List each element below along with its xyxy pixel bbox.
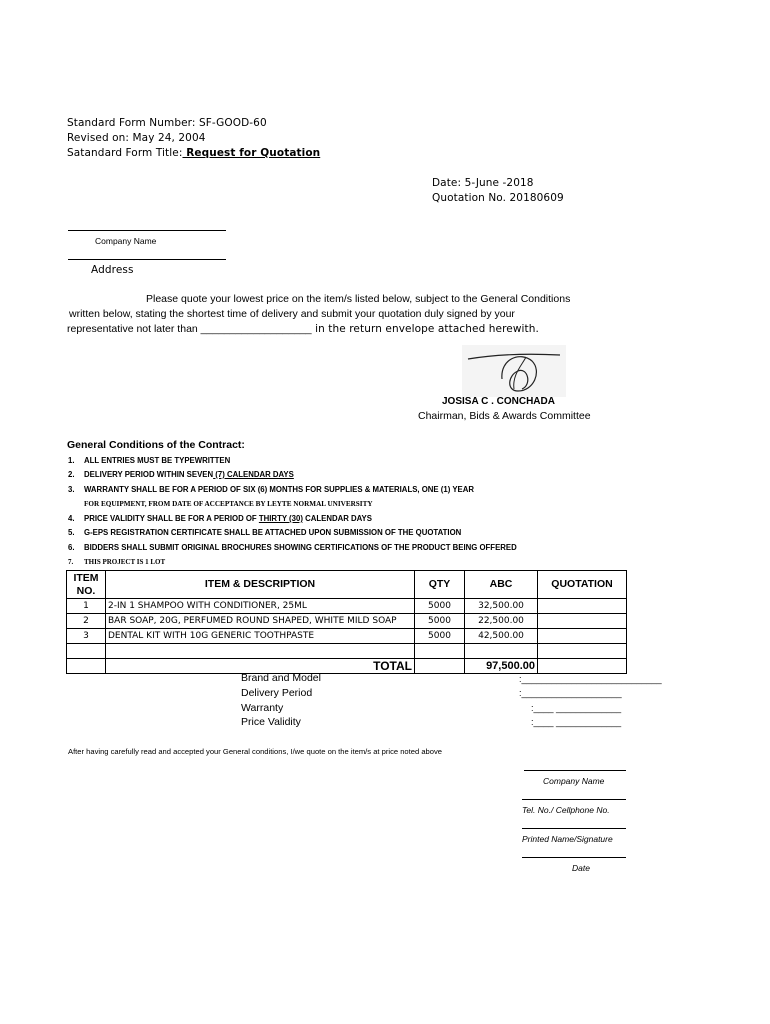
empty-cell [67,644,106,659]
condition-text: DELIVERY PERIOD WITHIN SEVEN [84,470,214,479]
table-header-row [67,571,627,599]
row-abc: 32,500.00 [465,599,538,614]
condition-6 [68,543,517,552]
header-item-no: ITEM NO. [67,571,106,599]
condition-1 [68,456,230,465]
condition-num: 7. [68,558,74,566]
row-abc: 42,500.00 [465,629,538,644]
price-validity-field[interactable]: :____ _____________ [531,717,622,727]
deadline-blank: ___________________ [200,323,312,335]
row-description: BAR SOAP, 20G, PERFUMED ROUND SHAPED, WHITE MILD SOAP [106,614,415,629]
row-description: 2-IN 1 SHAMPOO WITH CONDITIONER, 25ML [106,599,415,614]
row-no: 3 [67,629,106,644]
body-line-3-b: in the return envelope attached herewith. [311,323,539,335]
condition-2 [68,470,294,479]
address-label: Address [91,264,134,276]
footer-company-name-label: Company Name [543,776,605,786]
table-row [67,599,627,614]
condition-text: THIS PROJECT IS 1 LOT [84,558,166,566]
body-line-3 [67,323,539,335]
quotation-number: Quotation No. 20180609 [432,192,564,204]
warranty-field[interactable]: :____ _____________ [531,703,622,713]
brand-model-field[interactable]: :____________________________ [519,674,662,684]
delivery-period-field[interactable]: :____________________ [519,688,622,698]
condition-text: G-EPS REGISTRATION CERTIFICATE SHALL BE ATTACHED UPON SUBMISSION OF THE QUOTATION [84,528,462,537]
conditions-heading: General Conditions of the Contract: [67,439,245,451]
date-signature-line[interactable] [522,857,626,858]
form-title [67,147,320,159]
quotation-date: Date: 5-June -2018 [432,177,534,189]
company-name-label: Company Name [95,236,157,246]
empty-cell [67,659,106,674]
body-line-1: Please quote your lowest price on the item/s listed below, subject to the General Conditions [146,293,571,305]
printed-name-label: Printed Name/Signature [522,834,613,844]
condition-5 [68,528,461,537]
price-validity-label: Price Validity [241,716,301,728]
brand-model-label: Brand and Model [241,672,321,684]
condition-num: 4. [68,514,75,523]
row-no: 1 [67,599,106,614]
body-line-2: written below, stating the shortest time of delivery and submit your quotation duly signed by your [69,308,515,320]
tel-signature-line[interactable] [522,799,626,800]
row-abc: 22,500.00 [465,614,538,629]
signatory-position: Chairman, Bids & Awards Committee [418,410,591,422]
date-label: Date [572,863,590,873]
row-qty: 5000 [415,599,465,614]
row-quotation[interactable] [538,629,627,644]
empty-cell [415,659,465,674]
condition-7 [68,558,165,566]
condition-num: 3. [68,485,75,494]
company-name-line [68,230,226,231]
row-quotation[interactable] [538,599,627,614]
tel-label: Tel. No./ Cellphone No. [522,805,610,815]
row-qty: 5000 [415,614,465,629]
table-row [67,614,627,629]
condition-text: BIDDERS SHALL SUBMIT ORIGINAL BROCHURES SHOWING CERTIFICATIONS OF THE PRODUCT BEING OFFERED [84,543,517,552]
condition-4 [68,514,372,523]
condition-num: 2. [68,470,75,479]
signature-image [462,345,566,397]
items-table [66,570,627,674]
total-label: TOTAL [106,659,415,674]
condition-text-post: CALENDAR DAYS [302,514,372,523]
company-name-signature-line[interactable] [524,770,626,771]
row-quotation[interactable] [538,614,627,629]
form-title-value: Request for Quotation [182,147,321,159]
row-no: 2 [67,614,106,629]
condition-num: 1. [68,456,75,465]
form-number: Standard Form Number: SF-GOOD-60 [67,117,267,129]
row-qty: 5000 [415,629,465,644]
total-value: 97,500.00 [465,659,538,674]
form-title-prefix: Satandard Form Title: [67,147,183,159]
condition-num: 6. [68,543,75,552]
header-description: ITEM & DESCRIPTION [106,571,415,599]
empty-cell [106,644,415,659]
condition-3 [68,485,474,494]
condition-3-continued: FOR EQUIPMENT, FROM DATE OF ACCEPTANCE BY LEYTE NORMAL UNIVERSITY [84,500,373,508]
delivery-period-label: Delivery Period [241,687,313,699]
total-quotation[interactable] [538,659,627,674]
acceptance-statement: After having carefully read and accepted your General conditions, I/we quote on the item/s at price noted above [68,747,443,756]
condition-text: ALL ENTRIES MUST BE TYPEWRITTEN [84,456,231,465]
empty-cell [415,644,465,659]
table-total-row [67,659,627,674]
condition-num: 5. [68,528,75,537]
condition-text-underlined: (7) CALENDAR DAYS [213,470,294,479]
warranty-label: Warranty [241,702,284,714]
table-row-empty [67,644,627,659]
table-row [67,629,627,644]
revised-date: Revised on: May 24, 2004 [67,132,206,144]
printed-name-signature-line[interactable] [522,828,626,829]
body-line-3-a: representative not later than [67,323,201,335]
header-quotation: QUOTATION [538,571,627,599]
condition-text: PRICE VALIDITY SHALL BE FOR A PERIOD OF [84,514,259,523]
condition-text: WARRANTY SHALL BE FOR A PERIOD OF SIX (6) MONTHS FOR SUPPLIES & MATERIALS, ONE (1) YEAR [84,485,475,494]
header-qty: QTY [415,571,465,599]
header-abc: ABC [465,571,538,599]
address-line [68,259,226,260]
signatory-name: JOSISA C . CONCHADA [442,396,555,407]
row-description: DENTAL KIT WITH 10G GENERIC TOOTHPASTE [106,629,415,644]
condition-text-underlined: THIRTY (30) [258,514,303,523]
empty-cell[interactable] [538,644,627,659]
empty-cell [465,644,538,659]
